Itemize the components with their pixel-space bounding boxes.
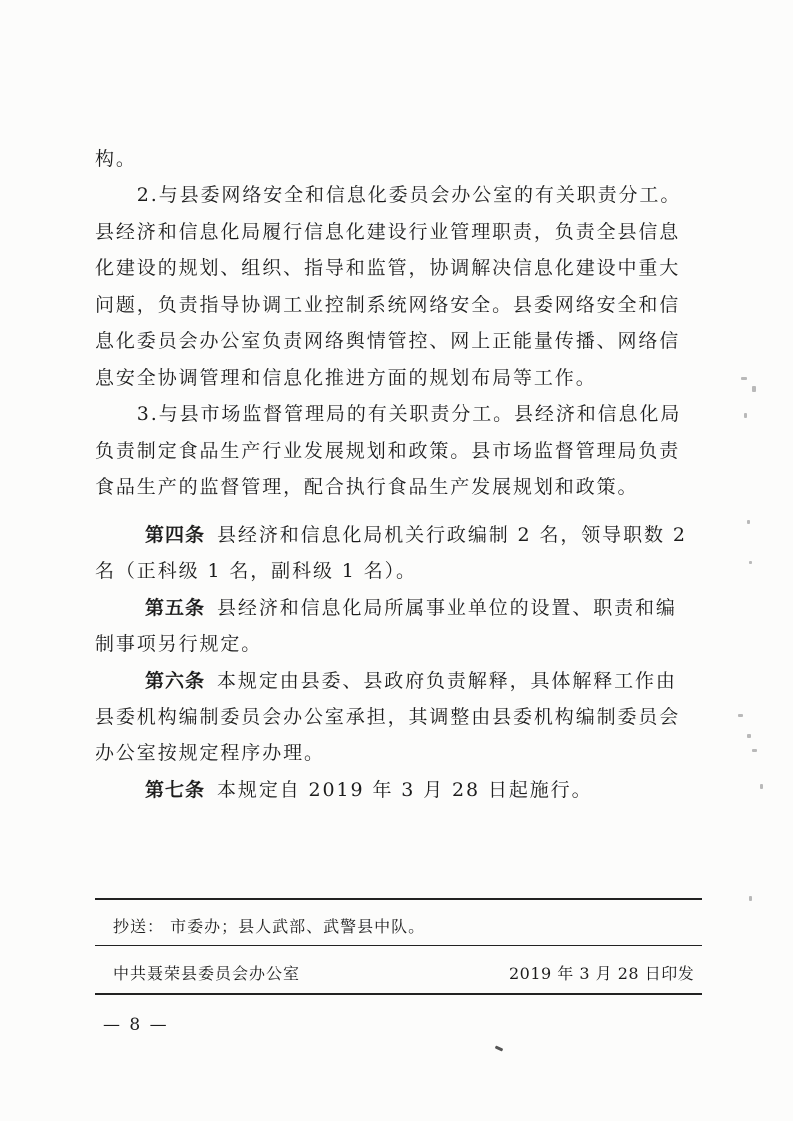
scan-speck: [747, 520, 750, 524]
paragraph-continuation: [95, 141, 705, 178]
article-6: [145, 666, 677, 693]
text-line: 食品生产的监督管理，配合执行食品生产发展规划和政策。: [95, 476, 639, 498]
text-line: 县经济和信息化局履行信息化建设行业管理职责，负责全县信息: [95, 220, 681, 243]
page-number: — 8 —: [103, 1015, 169, 1035]
article-6-continuation: 办公室按规定程序办理。: [95, 742, 325, 764]
article-7: [145, 775, 592, 802]
text-line: 3.与县市场监督管理局的有关职责分工。县经济和信息化局: [95, 403, 682, 425]
scan-speck: [752, 749, 757, 752]
footer-middle-rule: [95, 945, 702, 946]
issuing-office: 中共聂荣县委员会办公室: [113, 964, 301, 983]
cc-recipients: 抄送： 市委办；县人武部、武警县中队。: [113, 917, 426, 936]
article-7-text: 本规定自 2019 年 3 月 28 日起施行。: [217, 779, 593, 801]
paragraph-item-2: [95, 177, 705, 396]
article-4-heading: 第四条: [145, 524, 206, 546]
text-line: 负责制定食品生产行业发展规划和政策。县市场监督管理局负责: [95, 439, 681, 462]
scan-speck: [741, 377, 747, 380]
text-line: 息化委员会办公室负责网络舆情管控、网上正能量传播、网络信: [95, 330, 681, 352]
text-line: 化建设的规划、组织、指导和监管，协调解决信息化建设中重大: [95, 257, 681, 279]
article-4-continuation: 名（正科级 1 名，副科级 1 名）。: [95, 560, 417, 582]
article-6-continuation: 县委机构编制委员会办公室承担，其调整由县委机构编制委员会: [95, 706, 681, 728]
scan-speck: [749, 561, 752, 564]
scan-speck: [744, 413, 747, 418]
article-6-text: 本规定由县委、县政府负责解释，具体解释工作由: [217, 670, 677, 692]
article-4-text: 县经济和信息化局机关行政编制 2 名，领导职数 2: [217, 524, 687, 546]
article-5-text: 县经济和信息化局所属事业单位的设置、职责和编: [217, 597, 677, 619]
scan-speck: [760, 784, 763, 789]
text-line: 息安全协调管理和信息化推进方面的规划布局等工作。: [95, 366, 597, 389]
article-5-continuation: 制事项另行规定。: [95, 633, 263, 655]
article-5: [145, 593, 677, 620]
text-line: 2.与县委网络安全和信息化委员会办公室的有关职责分工。: [95, 184, 682, 206]
footer-bottom-rule: [95, 993, 702, 995]
footer-top-rule: [95, 898, 702, 900]
text-line: 构。: [95, 148, 137, 170]
article-4: [145, 520, 687, 547]
article-7-heading: 第七条: [145, 779, 206, 801]
scan-speck: [752, 386, 756, 392]
issue-date: 2019 年 3 月 28 日印发: [509, 964, 695, 983]
text-line: 问题，负责指导协调工业控制系统网络安全。县委网络安全和信: [95, 293, 681, 316]
scan-speck: [495, 1045, 504, 1051]
article-5-heading: 第五条: [145, 597, 206, 619]
scan-speck: [738, 714, 743, 717]
scan-speck: [749, 896, 752, 901]
paragraph-item-3: [95, 396, 705, 506]
scan-speck: [747, 734, 751, 738]
article-6-heading: 第六条: [145, 670, 206, 692]
